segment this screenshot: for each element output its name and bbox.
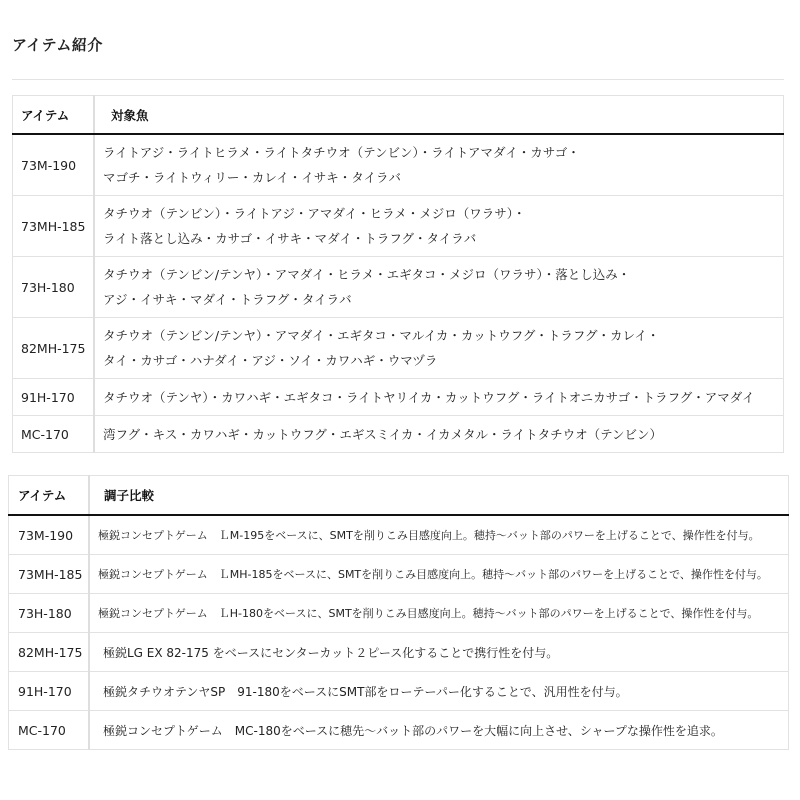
action-description: 極鋭コンセプトゲーム MC-180をベースに穂先～バット部のパワーを大幅に向上させ、シャープな操作性を追求。 — [89, 711, 789, 750]
target-fish-line: タチウオ（テンビン）・ライトアジ・アマダイ・ヒラメ・メジロ（ワラサ）・ — [103, 206, 526, 221]
item-model: MC-170 — [9, 711, 90, 750]
target-fish-cell — [94, 416, 784, 453]
item-model: 73H-180 — [13, 257, 95, 318]
table-row — [13, 257, 784, 318]
target-fish-line: 湾フグ・キス・カワハギ・カットウフグ・エギスミイカ・イカメタル・ライトタチウオ（テンビン） — [103, 426, 663, 442]
item-model: 82MH-175 — [13, 318, 95, 379]
table-header-row — [9, 476, 789, 516]
target-fish-table — [12, 95, 784, 453]
target-fish-line: タチウオ（テンヤ）・カワハギ・エギタコ・ライトヤリイカ・カットウフグ・ライトオニカサゴ・トラフグ・アマダイ — [103, 389, 755, 405]
header-action-comparison: 調子比較 — [89, 476, 789, 516]
table-row — [9, 711, 789, 750]
target-fish-cell — [94, 196, 784, 257]
header-target-fish: 対象魚 — [94, 96, 784, 135]
item-model: 91H-170 — [13, 379, 95, 416]
item-model: 73H-180 — [9, 594, 90, 633]
table-row — [9, 555, 789, 594]
target-fish-cell — [94, 379, 784, 416]
title-divider — [12, 79, 784, 80]
table-header-row — [13, 96, 784, 135]
action-comparison-table — [8, 475, 789, 750]
target-fish-cell — [94, 257, 784, 318]
target-fish-cell — [94, 318, 784, 379]
target-fish-line: ライト落とし込み・カサゴ・イサキ・マダイ・トラフグ・タイラバ — [103, 231, 477, 246]
action-description: 極鋭コンセプトゲーム ＬH-180をベースに、SMTを削りこみ目感度向上。穂持～バット部のパワーを上げることで、操作性を付与。 — [89, 594, 789, 633]
table-row — [13, 379, 784, 416]
target-fish-line: マゴチ・ライトウィリー・カレイ・イサキ・タイラバ — [103, 170, 402, 185]
target-fish-line: タチウオ（テンビン/テンヤ）・アマダイ・エギタコ・マルイカ・カットウフグ・トラフグ・カレイ・ — [103, 328, 660, 343]
action-description: 極鋭コンセプトゲーム ＬMH-185をベースに、SMTを削りこみ目感度向上。穂持～バット部のパワーを上げることで、操作性を付与。 — [89, 555, 789, 594]
item-model: 73MH-185 — [13, 196, 95, 257]
target-fish-cell — [94, 134, 784, 196]
action-description: 極鋭コンセプトゲーム ＬM-195をベースに、SMTを削りこみ目感度向上。穂持～バット部のパワーを上げることで、操作性を付与。 — [89, 515, 789, 555]
table-row — [9, 515, 789, 555]
target-fish-line: タイ・カサゴ・ハナダイ・アジ・ソイ・カワハギ・ウマヅラ — [103, 353, 438, 368]
header-item: アイテム — [13, 96, 95, 135]
table-row — [13, 318, 784, 379]
item-model: 73M-190 — [9, 515, 90, 555]
table-row — [13, 416, 784, 453]
target-fish-line: アジ・イサキ・マダイ・トラフグ・タイラバ — [103, 292, 352, 307]
table-row — [9, 672, 789, 711]
table-row — [13, 196, 784, 257]
action-description: 極鋭LG EX 82-175 をベースにセンターカット２ピース化することで携行性を付与。 — [89, 633, 789, 672]
item-model: 73MH-185 — [9, 555, 90, 594]
target-fish-line: ライトアジ・ライトヒラメ・ライトタチウオ（テンビン）・ライトアマダイ・カサゴ・ — [103, 145, 580, 160]
item-model: 82MH-175 — [9, 633, 90, 672]
section-title: アイテム紹介 — [12, 36, 103, 54]
item-model: MC-170 — [13, 416, 95, 453]
target-fish-line: タチウオ（テンビン/テンヤ）・アマダイ・ヒラメ・エギタコ・メジロ（ワラサ）・落とし込み・ — [103, 267, 631, 282]
header-item: アイテム — [9, 476, 90, 516]
item-model: 73M-190 — [13, 134, 95, 196]
table-row — [9, 594, 789, 633]
table-row — [13, 134, 784, 196]
item-model: 91H-170 — [9, 672, 90, 711]
action-description: 極鋭タチウオテンヤSP 91-180をベースにSMT部をローテーパー化することで、汎用性を付与。 — [89, 672, 789, 711]
table-row — [9, 633, 789, 672]
